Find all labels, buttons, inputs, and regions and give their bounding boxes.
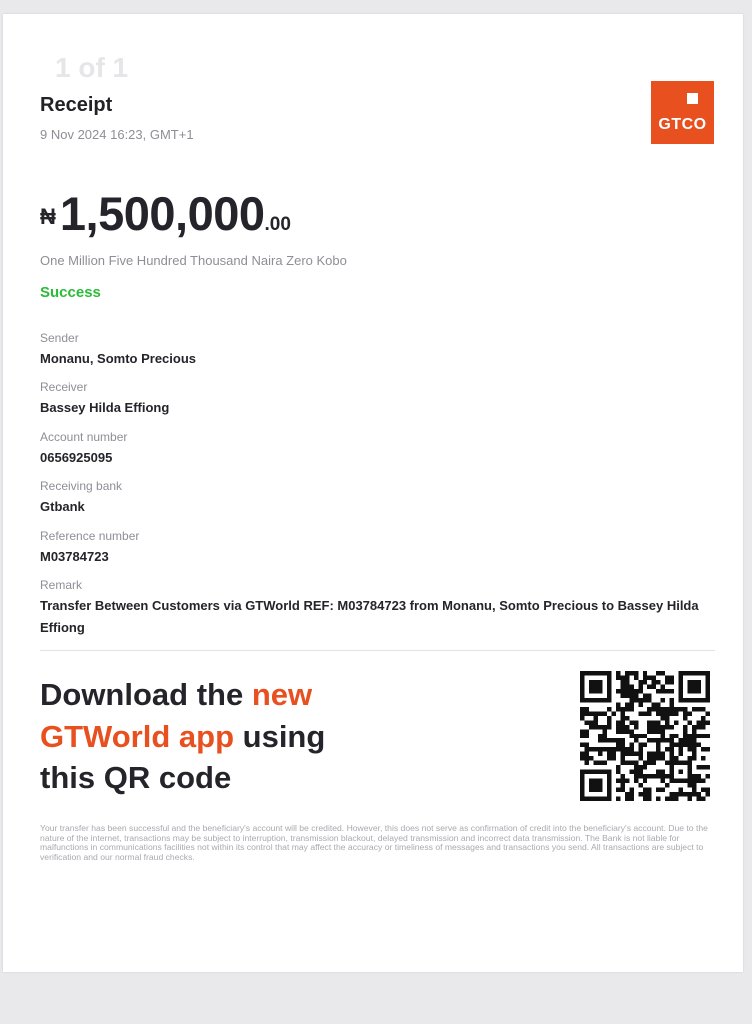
promo-part-1: Download the [40, 677, 252, 712]
promo-highlight-app: GTWorld app [40, 718, 235, 754]
sender-value: Monanu, Somto Precious [40, 351, 197, 366]
status-badge: Success [40, 284, 101, 301]
promo-part-3: this QR code [40, 760, 232, 795]
amount-decimal: .00 [264, 214, 291, 235]
receiving-bank-label: Receiving bank [40, 479, 123, 493]
amount-main: 1,500,000 [59, 187, 265, 240]
reference-number-label: Reference number [40, 529, 140, 543]
page-counter: 1 of 1 [55, 52, 129, 83]
sender-field [40, 331, 720, 370]
receiver-field [40, 380, 720, 419]
divider [40, 650, 715, 651]
receiver-value: Bassey Hilda Effiong [40, 400, 170, 415]
logo-text: GTCO [658, 116, 707, 133]
account-number-value: 0656925095 [40, 450, 113, 465]
promo-part-2: using [234, 718, 326, 754]
receiver-label: Receiver [40, 380, 88, 394]
reference-number-field [40, 529, 720, 568]
amount-in-words: One Million Five Hundred Thousand Naira Zero Kobo [40, 253, 347, 268]
remark-field [40, 578, 720, 639]
disclaimer: Your transfer has been successful and the beneficiary's account will be credited. However, this does not serve as confirmation of credit into the beneficiary's account. Due to the nature of the internet, transactions may be subject to interruption, transmission blackout, delayed transmission and incorrect data transmission. The Bank is not liable for malfunctions in communications facilities not within its control that may affect the accuracy or timeliness of messages and transactions you send. All transactions are subject to verification and our normal fraud checks. [40, 823, 708, 862]
receiving-bank-value: Gtbank [40, 499, 85, 514]
promo-text [40, 674, 325, 799]
sender-label: Sender [40, 331, 79, 345]
logo-square-icon [687, 93, 698, 104]
receipt-datetime: 9 Nov 2024 16:23, GMT+1 [40, 127, 194, 142]
promo-highlight-new: new [251, 677, 313, 712]
receipt-title: Receipt [40, 94, 113, 116]
remark-label: Remark [40, 578, 83, 592]
qr-code-icon [580, 671, 710, 801]
receipt-sheet [3, 14, 743, 972]
gtco-logo [651, 81, 714, 144]
account-number-field [40, 430, 720, 469]
remark-value: Transfer Between Customers via GTWorld REF: M03784723 from Monanu, Somto Precious to Bassey Hilda Effiong [40, 598, 699, 635]
reference-number-value: M03784723 [40, 549, 109, 564]
amount [40, 186, 291, 241]
receiving-bank-field [40, 479, 720, 518]
currency-symbol: ₦ [40, 204, 56, 229]
account-number-label: Account number [40, 430, 128, 444]
